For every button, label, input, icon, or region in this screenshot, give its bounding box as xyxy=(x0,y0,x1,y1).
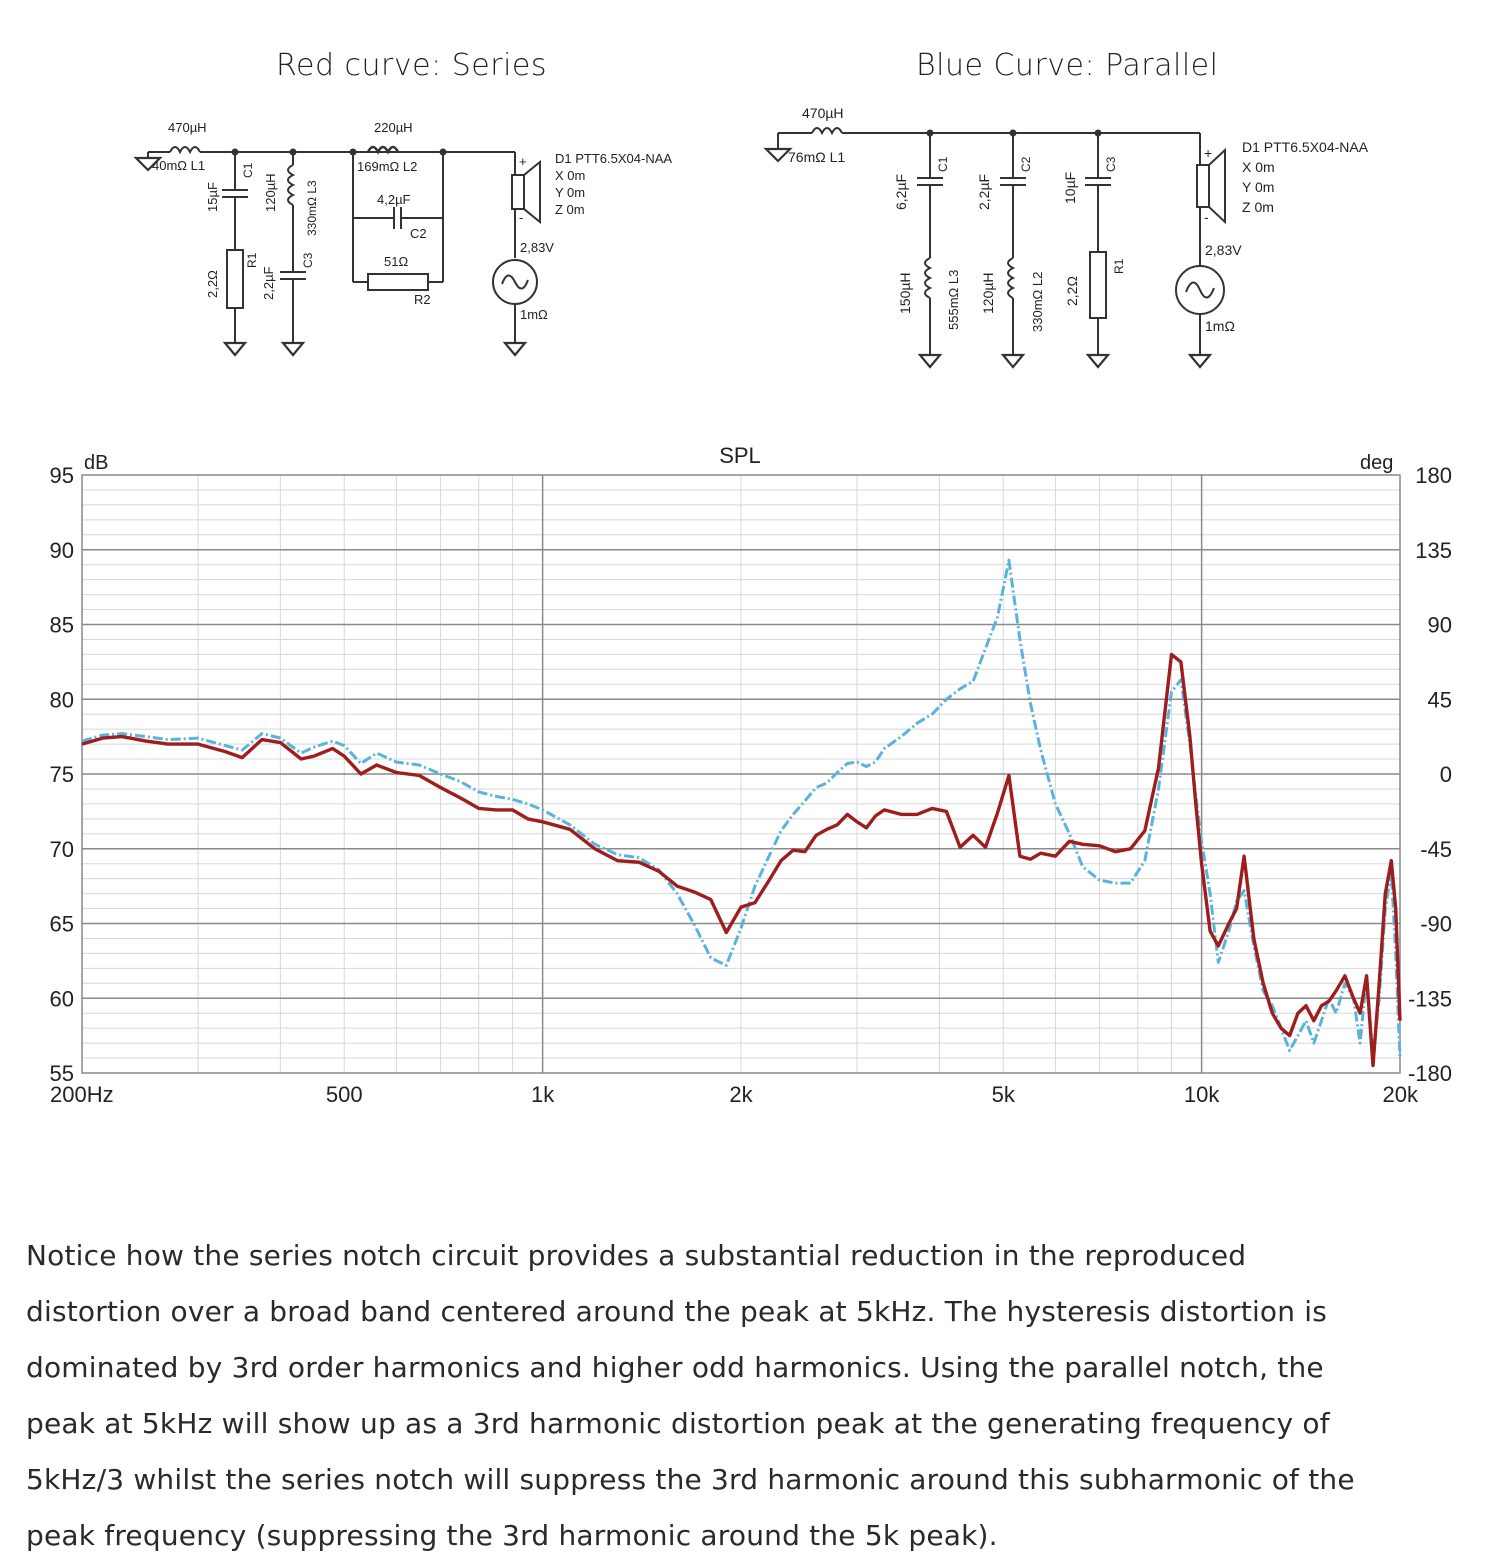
label-x-parallel: X 0m xyxy=(1242,159,1275,175)
x-tick-label: 2k xyxy=(729,1082,753,1107)
schematics xyxy=(0,90,1490,390)
label-l1-value-parallel: 470µH xyxy=(802,105,844,121)
label-c3-value-parallel: 10µF xyxy=(1062,171,1078,204)
source-symbol-parallel xyxy=(1176,266,1224,314)
y-tick-label: 75 xyxy=(49,762,74,787)
resistor-r1-parallel xyxy=(1090,252,1106,318)
label-c1-value-parallel: 6,2µF xyxy=(893,173,909,210)
label-c2-name-series: C2 xyxy=(410,226,427,241)
y2-tick-label: -180 xyxy=(1407,1061,1452,1086)
inductor-l1-parallel xyxy=(812,128,842,133)
label-c2-value-series: 4,2µF xyxy=(377,192,411,207)
label-c2-value-parallel: 2,2µF xyxy=(976,173,992,210)
label-r1-name-series: R1 xyxy=(245,252,259,268)
y-axis-unit: dB xyxy=(84,452,109,474)
y-tick-label: 55 xyxy=(49,1061,74,1086)
label-l1-name-series: 40mΩ L1 xyxy=(152,158,206,173)
y2-tick-label: 90 xyxy=(1427,612,1452,638)
y2-tick-label: 45 xyxy=(1427,687,1452,713)
caption-series: Red curve: Series xyxy=(276,48,547,83)
y2-tick-label: 135 xyxy=(1415,537,1452,563)
label-c3-name-parallel: C3 xyxy=(1104,156,1118,172)
speaker-symbol-series xyxy=(512,162,540,222)
label-r2-name-series: R2 xyxy=(414,292,431,307)
inductor-l3-series xyxy=(288,165,293,205)
label-z-series: Z 0m xyxy=(555,202,585,217)
x-tick-label: 5k xyxy=(991,1082,1015,1107)
y-tick-label: 85 xyxy=(49,612,74,638)
y-tick-label: 65 xyxy=(49,911,74,937)
label-l2-name-series: 169mΩ L2 xyxy=(357,159,418,174)
capacitor-c2-series xyxy=(394,207,401,229)
capacitor-c1-series xyxy=(222,190,248,197)
label-c1-name-parallel: C1 xyxy=(936,156,950,172)
label-plus-parallel: + xyxy=(1204,145,1213,161)
y-tick-label: 95 xyxy=(49,463,74,488)
label-l3-value-series: 120µH xyxy=(263,173,278,212)
schematic-series xyxy=(136,147,540,355)
label-l3-value-parallel: 150µH xyxy=(897,272,913,314)
label-l1-value-series: 470µH xyxy=(168,120,207,135)
label-l2-value-parallel: 120µH xyxy=(980,272,996,314)
label-c3-name-series: C3 xyxy=(301,252,315,268)
resistor-r2-series xyxy=(368,274,428,290)
label-r1-name-parallel: R1 xyxy=(1112,258,1126,274)
capacitor-c3-series xyxy=(280,272,306,279)
y2-tick-label: -45 xyxy=(1420,836,1452,862)
label-r2-value-series: 51Ω xyxy=(384,254,409,269)
chart-title: SPL xyxy=(719,443,761,468)
label-plus-series: + xyxy=(519,154,527,169)
inductor-l1-series xyxy=(170,147,200,152)
x-tick-label: 20k xyxy=(1382,1082,1418,1107)
label-source-res-series: 1mΩ xyxy=(520,307,548,322)
label-r1-value-parallel: 2,2Ω xyxy=(1064,276,1080,306)
capacitor-c1-parallel xyxy=(917,178,943,185)
label-voltage-parallel: 2,83V xyxy=(1205,242,1242,258)
label-y-parallel: Y 0m xyxy=(1242,179,1275,195)
spl-chart xyxy=(0,430,1490,1130)
x-tick-label: 10k xyxy=(1183,1082,1220,1107)
label-minus-series: - xyxy=(519,210,524,225)
x-tick-label: 500 xyxy=(325,1082,363,1107)
y-tick-label: 70 xyxy=(49,836,74,862)
paragraph-line: peak frequency (suppressing the 3rd harmonic around the 5k peak). xyxy=(26,1519,998,1552)
y-tick-label: 60 xyxy=(49,986,74,1012)
x-tick-label: 200Hz xyxy=(50,1082,114,1107)
y2-tick-label: -135 xyxy=(1407,986,1452,1012)
paragraph-line: 5kHz/3 whilst the series notch will suppress the 3rd harmonic around this subharmonic of the xyxy=(26,1463,1355,1496)
paragraph-line: dominated by 3rd order harmonics and higher odd harmonics. Using the parallel notch, the xyxy=(26,1351,1324,1384)
inductor-l2-parallel xyxy=(1008,258,1013,298)
label-l3-name-parallel: 555mΩ L3 xyxy=(946,269,961,330)
caption-parallel: Blue Curve: Parallel xyxy=(916,48,1219,83)
label-l2-name-parallel: 330mΩ L2 xyxy=(1030,271,1045,332)
paragraph-line: peak at 5kHz will show up as a 3rd harmonic distortion peak at the generating frequency of xyxy=(26,1407,1330,1440)
label-l3-name-series: 330mΩ L3 xyxy=(305,180,319,236)
resistor-r1-series xyxy=(227,250,243,308)
capacitor-c2-parallel xyxy=(1000,178,1026,185)
y2-tick-label: 180 xyxy=(1415,463,1452,488)
label-driver-parallel: D1 PTT6.5X04-NAA xyxy=(1242,139,1369,155)
x-tick-label: 1k xyxy=(530,1082,555,1107)
label-l1-name-parallel: 76mΩ L1 xyxy=(788,149,846,165)
label-c3-value-series: 2,2µF xyxy=(261,266,276,300)
label-y-series: Y 0m xyxy=(555,185,586,200)
y2-tick-label: 0 xyxy=(1439,762,1452,787)
label-source-res-parallel: 1mΩ xyxy=(1205,318,1235,334)
label-x-series: X 0m xyxy=(555,168,586,183)
y2-tick-label: -90 xyxy=(1420,911,1452,937)
paragraph-line: Notice how the series notch circuit provides a substantial reduction in the reproduced xyxy=(26,1239,1247,1272)
y-tick-label: 90 xyxy=(49,537,74,563)
y-tick-label: 80 xyxy=(49,687,74,713)
y2-axis-unit: deg xyxy=(1360,452,1394,474)
label-driver-series: D1 PTT6.5X04-NAA xyxy=(555,151,673,166)
paragraph-line: distortion over a broad band centered around the peak at 5kHz. The hysteresis distortion is xyxy=(26,1295,1328,1328)
ground-symbol xyxy=(225,335,245,355)
capacitor-c3-parallel xyxy=(1085,178,1111,185)
label-c1-value-series: 15µF xyxy=(205,182,220,212)
label-voltage-series: 2,83V xyxy=(520,240,554,255)
label-minus-parallel: - xyxy=(1204,209,1209,225)
label-l2-value-series: 220µH xyxy=(374,120,413,135)
source-symbol-series xyxy=(493,260,537,304)
label-r1-value-series: 2,2Ω xyxy=(205,270,220,298)
inductor-l3-parallel xyxy=(925,258,930,298)
label-z-parallel: Z 0m xyxy=(1242,199,1274,215)
label-c2-name-parallel: C2 xyxy=(1019,156,1033,172)
description-paragraph xyxy=(26,1228,1466,1564)
label-c1-name-series: C1 xyxy=(241,162,255,178)
